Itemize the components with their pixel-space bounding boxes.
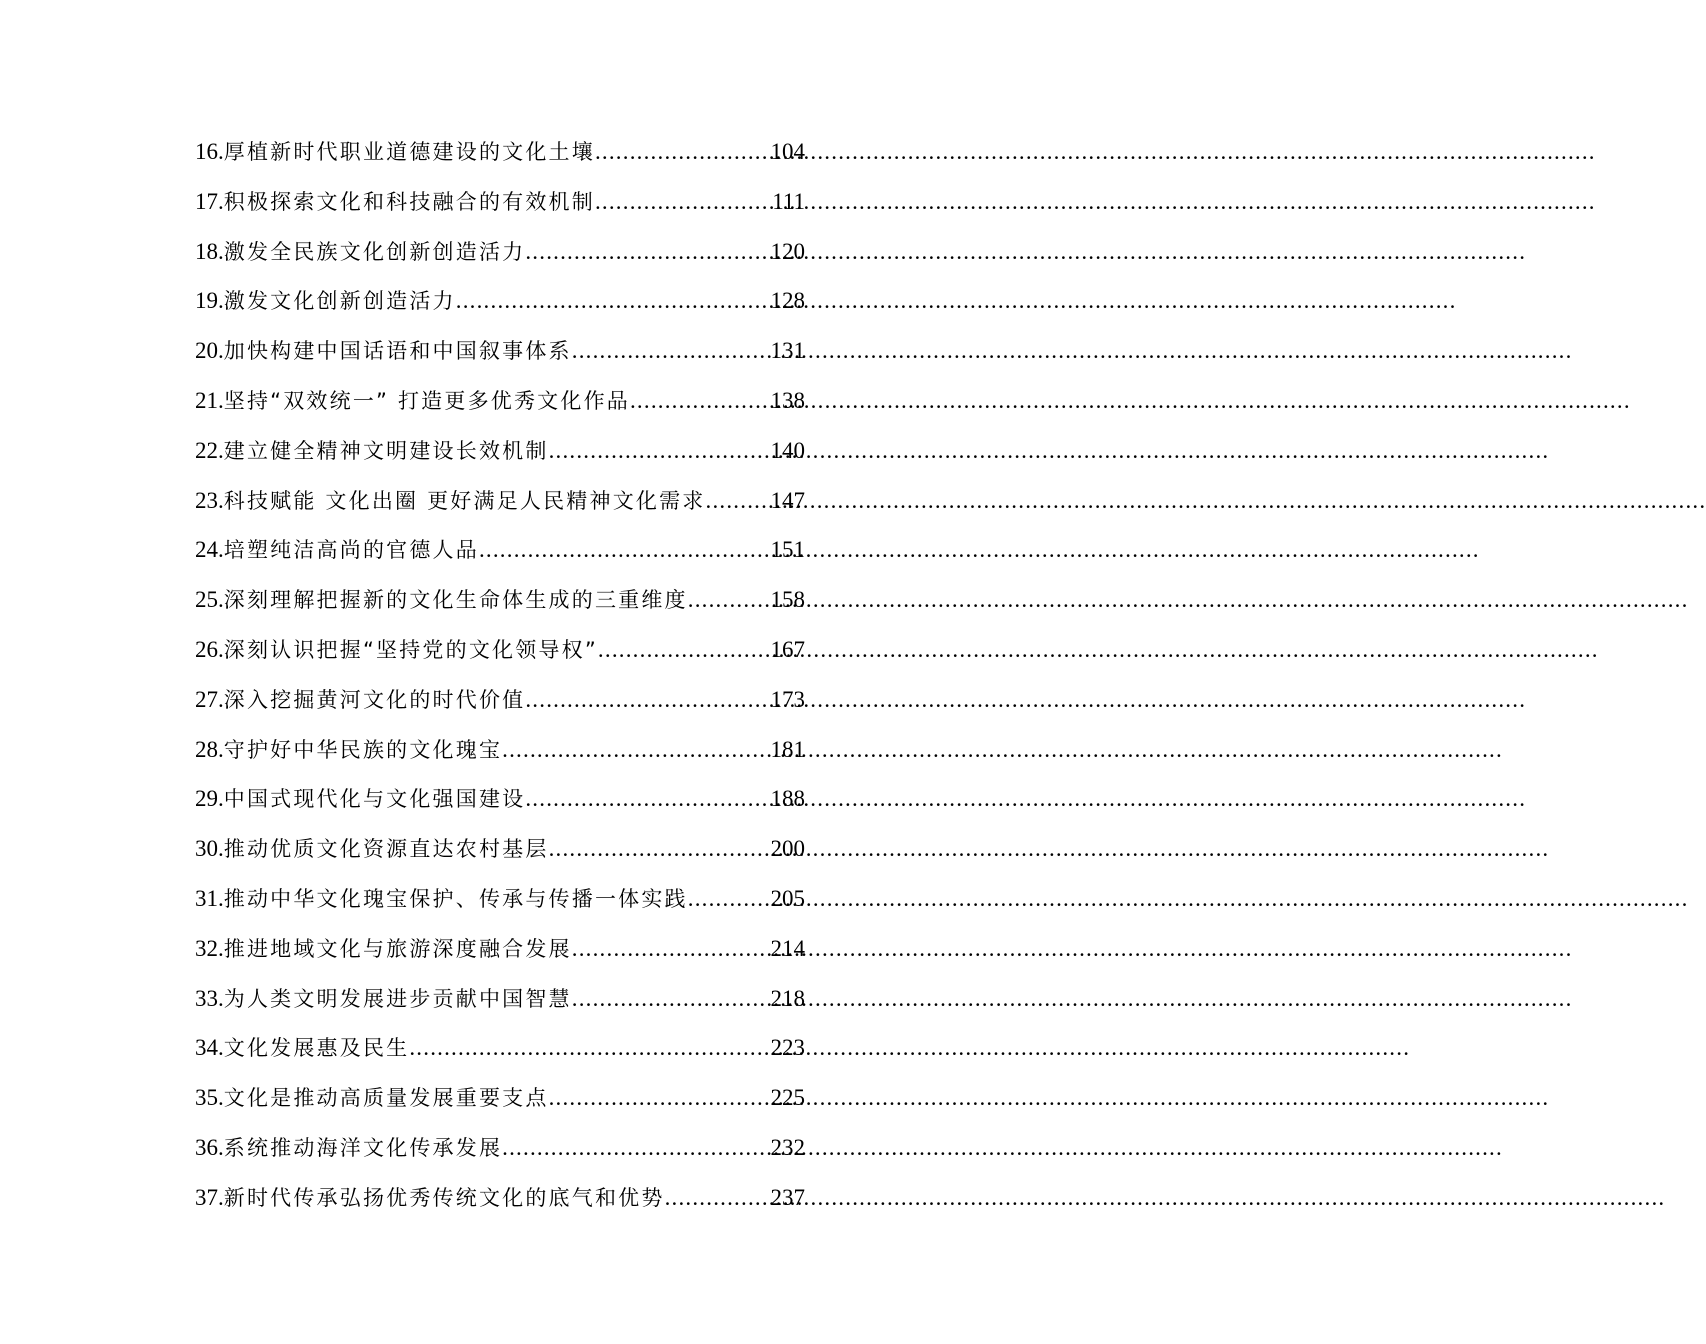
toc-entry[interactable] bbox=[195, 379, 805, 429]
toc-entry-title: 培塑纯洁高尚的官德人品 bbox=[223, 538, 479, 563]
toc-entry-page: 200 bbox=[770, 836, 805, 862]
toc-entry-page: 214 bbox=[770, 935, 805, 961]
toc-entry[interactable] bbox=[195, 827, 805, 877]
toc-dot-leader bbox=[665, 1176, 771, 1220]
toc-entry-number: 34. bbox=[195, 1035, 224, 1061]
toc-dot-leader bbox=[595, 180, 772, 224]
toc-entry-title: 科技赋能 文化出圈 更好满足人民精神文化需求 bbox=[223, 488, 706, 513]
toc-entry-title: 厚植新时代职业道德建设的文化土壤 bbox=[223, 140, 595, 164]
toc-dot-leader bbox=[549, 827, 771, 871]
toc-entry-number: 25. bbox=[195, 587, 224, 613]
toc-dot-leader bbox=[502, 1126, 770, 1170]
toc-dot-leader bbox=[525, 678, 770, 722]
toc-entry-page: 232 bbox=[770, 1134, 805, 1160]
toc-entry-title: 坚持“双效统一” 打造更多优秀文化作品 bbox=[223, 388, 630, 413]
toc-entry-number: 26. bbox=[195, 636, 224, 662]
toc-entry[interactable] bbox=[195, 180, 805, 230]
toc-dot-leader bbox=[572, 927, 771, 971]
toc-entry[interactable] bbox=[195, 578, 805, 628]
toc-entry-number: 29. bbox=[195, 786, 224, 812]
toc-entry[interactable] bbox=[195, 429, 805, 479]
toc-entry-number: 24. bbox=[195, 537, 224, 563]
toc-entry-number: 17. bbox=[195, 188, 224, 214]
toc-entry-title: 为人类文明发展进步贡献中国智慧 bbox=[223, 986, 572, 1011]
toc-entry-title: 中国式现代化与文化强国建设 bbox=[223, 787, 526, 812]
toc-dot-leader bbox=[549, 429, 771, 473]
toc-dot-leader bbox=[688, 578, 771, 622]
toc-dot-leader bbox=[525, 777, 770, 821]
toc-entry-title: 激发全民族文化创新创造活力 bbox=[223, 239, 526, 264]
toc-entry-number: 28. bbox=[195, 736, 224, 762]
toc-entry[interactable] bbox=[195, 927, 805, 977]
toc-entry[interactable] bbox=[195, 1026, 805, 1076]
toc-entry[interactable] bbox=[195, 329, 805, 379]
toc-entry-page: 120 bbox=[770, 238, 805, 264]
toc-entry-page: 111 bbox=[772, 188, 805, 214]
toc-entry-number: 27. bbox=[195, 686, 224, 712]
toc-entry-number: 35. bbox=[195, 1085, 224, 1111]
toc-entry-page: 225 bbox=[770, 1085, 805, 1111]
toc-entry-page: 181 bbox=[770, 736, 805, 762]
toc-entry-page: 147 bbox=[770, 487, 805, 513]
table-of-contents bbox=[195, 130, 805, 1226]
toc-entry-page: 223 bbox=[770, 1035, 805, 1061]
toc-entry-page: 131 bbox=[770, 338, 805, 364]
toc-entry-page: 218 bbox=[770, 985, 805, 1011]
toc-entry[interactable] bbox=[195, 279, 805, 329]
toc-entry-number: 33. bbox=[195, 985, 224, 1011]
toc-entry-number: 36. bbox=[195, 1134, 224, 1160]
toc-entry[interactable] bbox=[195, 1176, 805, 1226]
toc-entry[interactable] bbox=[195, 877, 805, 927]
toc-entry-page: 237 bbox=[770, 1184, 805, 1210]
toc-dot-leader bbox=[688, 877, 771, 921]
toc-entry-number: 23. bbox=[195, 487, 224, 513]
toc-entry[interactable] bbox=[195, 230, 805, 280]
toc-entry-page: 151 bbox=[770, 537, 805, 563]
toc-entry-number: 37. bbox=[195, 1184, 224, 1210]
toc-dot-leader bbox=[572, 977, 771, 1021]
toc-dot-leader bbox=[595, 130, 771, 174]
toc-dot-leader bbox=[706, 479, 771, 523]
toc-dot-leader bbox=[479, 528, 771, 572]
toc-entry-title: 推进地域文化与旅游深度融合发展 bbox=[223, 936, 572, 961]
toc-entry-title: 系统推动海洋文化传承发展 bbox=[223, 1135, 503, 1160]
toc-entry-page: 173 bbox=[770, 686, 805, 712]
toc-entry[interactable] bbox=[195, 728, 805, 778]
toc-entry[interactable] bbox=[195, 1076, 805, 1126]
toc-entry-title: 深刻理解把握新的文化生命体生成的三重维度 bbox=[223, 588, 688, 613]
toc-entry-page: 205 bbox=[770, 885, 805, 911]
toc-entry[interactable] bbox=[195, 528, 805, 578]
toc-entry[interactable] bbox=[195, 977, 805, 1027]
toc-dot-leader bbox=[502, 728, 770, 772]
toc-entry-page: 188 bbox=[770, 786, 805, 812]
toc-entry-title: 推动中华文化瑰宝保护、传承与传播一体实践 bbox=[223, 886, 688, 911]
toc-entry-page: 140 bbox=[770, 437, 805, 463]
toc-entry-number: 18. bbox=[195, 238, 224, 264]
toc-entry-page: 104 bbox=[770, 139, 805, 164]
toc-entry-title: 深入挖掘黄河文化的时代价值 bbox=[223, 687, 526, 712]
toc-dot-leader bbox=[549, 1076, 771, 1120]
toc-entry-title: 守护好中华民族的文化瑰宝 bbox=[223, 737, 503, 762]
toc-entry-title: 激发文化创新创造活力 bbox=[223, 289, 456, 314]
toc-entry-number: 32. bbox=[195, 935, 224, 961]
toc-dot-leader bbox=[456, 279, 771, 323]
toc-entry-number: 22. bbox=[195, 437, 224, 463]
toc-entry-title: 新时代传承弘扬优秀传统文化的底气和优势 bbox=[223, 1185, 665, 1210]
toc-entry-title: 文化是推动高质量发展重要支点 bbox=[223, 1086, 549, 1111]
toc-entry[interactable] bbox=[195, 678, 805, 728]
toc-entry-title: 推动优质文化资源直达农村基层 bbox=[223, 837, 549, 862]
toc-entry-page: 167 bbox=[770, 636, 805, 662]
toc-entry-title: 文化发展惠及民生 bbox=[223, 1036, 410, 1061]
toc-entry[interactable] bbox=[195, 130, 805, 180]
toc-entry-page: 138 bbox=[770, 387, 805, 413]
toc-entry-number: 19. bbox=[195, 288, 224, 314]
toc-entry[interactable] bbox=[195, 479, 805, 529]
toc-entry-title: 加快构建中国话语和中国叙事体系 bbox=[223, 339, 572, 364]
toc-entry-page: 128 bbox=[770, 288, 805, 314]
toc-entry[interactable] bbox=[195, 1126, 805, 1176]
toc-entry-page: 158 bbox=[770, 587, 805, 613]
toc-entry-number: 21. bbox=[195, 387, 224, 413]
toc-entry[interactable] bbox=[195, 777, 805, 827]
toc-entry-number: 31. bbox=[195, 885, 224, 911]
toc-dot-leader bbox=[572, 329, 771, 373]
toc-entry-number: 16. bbox=[195, 139, 224, 164]
toc-dot-leader bbox=[409, 1026, 770, 1070]
toc-dot-leader bbox=[598, 628, 771, 672]
toc-entry-title: 建立健全精神文明建设长效机制 bbox=[223, 438, 549, 463]
toc-entry-title: 积极探索文化和科技融合的有效机制 bbox=[223, 189, 595, 214]
toc-entry-number: 20. bbox=[195, 338, 224, 364]
toc-entry[interactable] bbox=[195, 628, 805, 678]
toc-entry-title: 深刻认识把握“坚持党的文化领导权” bbox=[223, 637, 598, 662]
toc-entry-number: 30. bbox=[195, 836, 224, 862]
toc-dot-leader bbox=[525, 230, 770, 274]
toc-dot-leader bbox=[630, 379, 771, 423]
